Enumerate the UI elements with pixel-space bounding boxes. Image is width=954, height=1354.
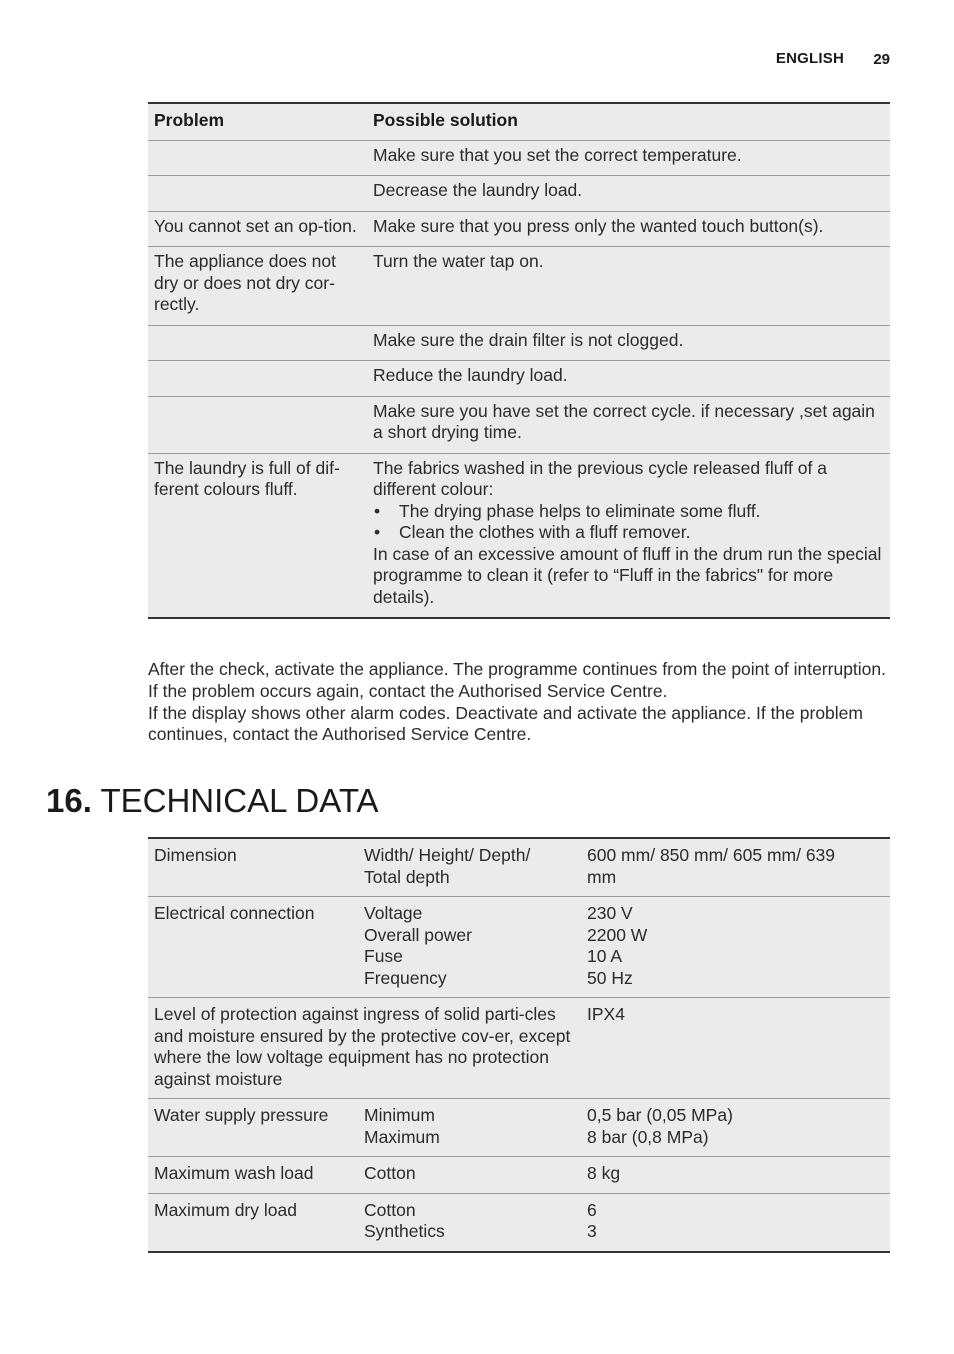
- bullet-item: • Clean the clothes with a fluff remover.: [373, 522, 884, 544]
- spec-value: 8 kg: [581, 1157, 890, 1194]
- spec-value: 2200 W: [587, 924, 648, 945]
- solution-cell: Make sure the drain filter is not clogged.: [367, 325, 890, 361]
- problem-cell: [148, 396, 367, 453]
- bullet-item: • The drying phase helps to eliminate some fluff.: [373, 501, 884, 523]
- technical-data-table: [148, 837, 890, 1253]
- note-paragraph: After the check, activate the appliance. The programme continues from the point of interruption.: [148, 659, 886, 679]
- solution-cell: Make sure you have set the correct cycle. if necessary ,set again a short drying time.: [367, 396, 890, 453]
- spec-param: Cotton: [358, 1157, 581, 1194]
- problem-cell: [148, 361, 367, 397]
- solution-bullet-list: [373, 501, 884, 544]
- solution-cell: Turn the water tap on.: [367, 247, 890, 326]
- spec-value: 3: [587, 1221, 597, 1241]
- column-header-solution: Possible solution: [367, 103, 890, 140]
- solution-outro: In case of an excessive amount of fluff in the drum run the special programme to clean it (refer to “Fluff in the fabrics" for more details).: [373, 543, 882, 607]
- spec-values: [581, 1099, 890, 1157]
- spec-label: Maximum wash load: [148, 1157, 358, 1194]
- problem-cell: You cannot set an op-tion.: [148, 211, 367, 247]
- spec-label: Water supply pressure: [148, 1099, 358, 1157]
- spec-values: [581, 1193, 890, 1252]
- column-header-problem: Problem: [148, 103, 367, 140]
- table-row: [148, 1099, 890, 1157]
- solution-cell: [367, 453, 890, 618]
- spec-params: [358, 1099, 581, 1157]
- solution-cell: Make sure that you set the correct temperature.: [367, 140, 890, 176]
- spec-value: 10 A: [587, 946, 623, 966]
- section-heading: [46, 781, 379, 821]
- spec-param: Cotton: [364, 1199, 416, 1220]
- spec-param: Frequency: [364, 967, 447, 988]
- table-row: [148, 211, 890, 247]
- spec-param: Maximum: [364, 1126, 440, 1147]
- table-row: [148, 453, 890, 618]
- spec-param: Total depth: [364, 866, 450, 887]
- table-row: [148, 1193, 890, 1252]
- spec-value: 230 V: [587, 903, 633, 923]
- spec-param: Minimum: [364, 1105, 435, 1125]
- spec-param: Synthetics: [364, 1221, 445, 1241]
- table-row: [148, 838, 890, 897]
- problem-cell: The laundry is full of dif-ferent colours fluff.: [148, 453, 367, 618]
- spec-params: [358, 1193, 581, 1252]
- page-number: 29: [873, 51, 890, 68]
- spec-value: mm: [587, 866, 617, 887]
- spec-param: Width/ Height/ Depth/: [364, 845, 531, 865]
- problem-cell: [148, 325, 367, 361]
- spec-param: Overall power: [364, 924, 472, 945]
- section-title: TECHNICAL DATA: [100, 782, 379, 819]
- problem-cell: The appliance does not dry or does not dry cor-rectly.: [148, 247, 367, 326]
- table-header-row: [148, 103, 890, 140]
- note-paragraph: If the problem occurs again, contact the Authorised Service Centre.: [148, 680, 668, 701]
- problem-cell: [148, 140, 367, 176]
- section-number: 16.: [46, 782, 92, 819]
- table-row: [148, 998, 890, 1099]
- table-row: [148, 396, 890, 453]
- spec-label: Electrical connection: [148, 897, 358, 998]
- solution-cell: Decrease the laundry load.: [367, 176, 890, 212]
- spec-value: 6: [587, 1199, 597, 1220]
- table-row: [148, 1157, 890, 1194]
- spec-value: 50 Hz: [587, 967, 633, 988]
- spec-value: 600 mm/ 850 mm/ 605 mm/ 639: [587, 845, 836, 865]
- spec-label: Maximum dry load: [148, 1193, 358, 1252]
- spec-params: [358, 838, 581, 897]
- notes-block: [148, 659, 890, 746]
- troubleshooting-table: [148, 102, 890, 619]
- table-row: [148, 140, 890, 176]
- spec-label: Level of protection against ingress of solid parti-cles and moisture ensured by the protective cov-er, except where the low voltage equipment has no protection against moisture: [148, 998, 581, 1099]
- table-row: [148, 897, 890, 998]
- spec-value: IPX4: [581, 998, 890, 1099]
- spec-param: Fuse: [364, 946, 403, 966]
- spec-label: Dimension: [148, 838, 358, 897]
- table-row: [148, 361, 890, 397]
- spec-values: [581, 838, 890, 897]
- spec-value: 0,5 bar (0,05 MPa): [587, 1105, 733, 1125]
- note-paragraph: If the display shows other alarm codes. Deactivate and activate the appliance. If the problem continues, contact the Authorised Service Centre.: [148, 702, 863, 745]
- solution-cell: Reduce the laundry load.: [367, 361, 890, 397]
- solution-cell: Make sure that you press only the wanted touch button(s).: [367, 211, 890, 247]
- problem-cell: [148, 176, 367, 212]
- spec-values: [581, 897, 890, 998]
- spec-param: Voltage: [364, 903, 423, 923]
- table-row: [148, 176, 890, 212]
- header-language: ENGLISH: [775, 50, 844, 67]
- spec-params: [358, 897, 581, 998]
- solution-intro: The fabrics washed in the previous cycle released fluff of a different colour:: [373, 457, 827, 499]
- table-row: [148, 247, 890, 326]
- table-row: [148, 325, 890, 361]
- spec-value: 8 bar (0,8 MPa): [587, 1126, 709, 1147]
